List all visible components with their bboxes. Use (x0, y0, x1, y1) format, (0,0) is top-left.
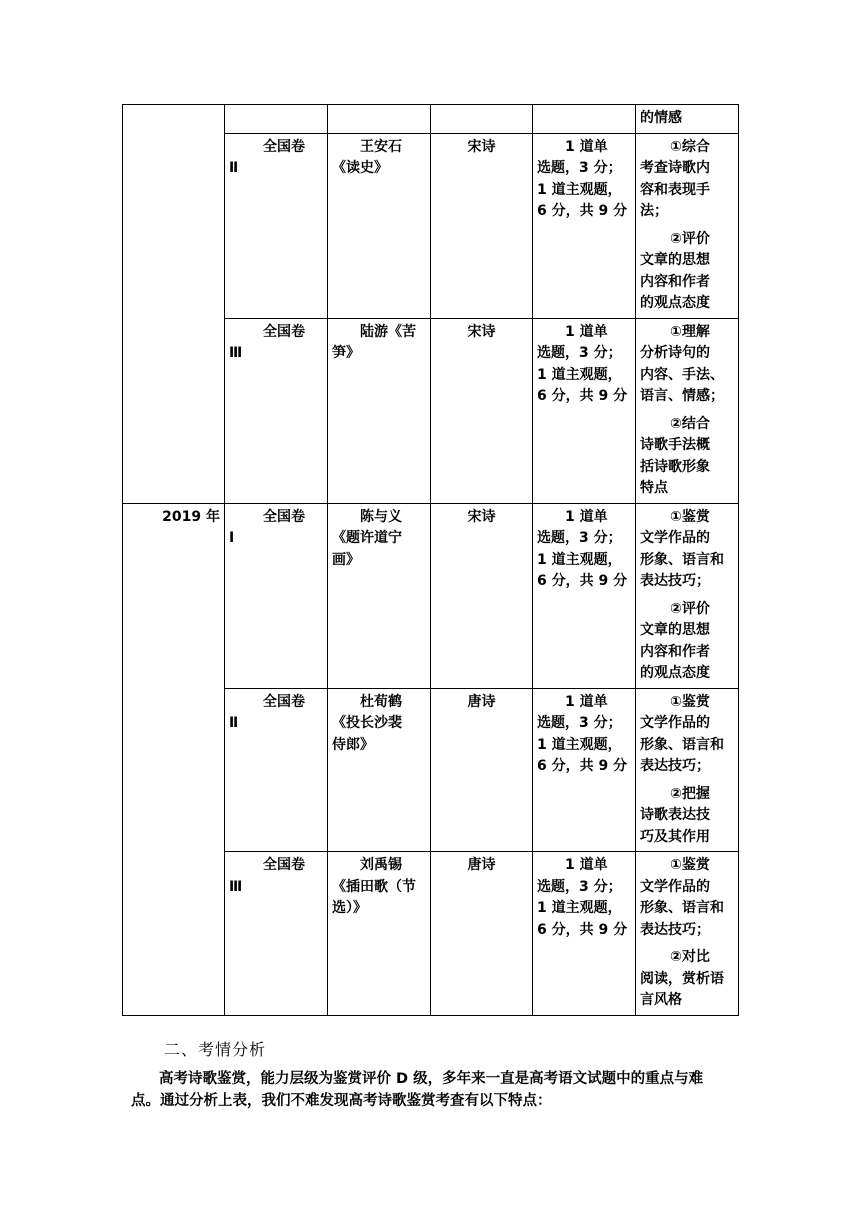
cell-line: 1 道单 (565, 138, 608, 155)
cell-line: 唐诗 (467, 693, 496, 710)
type-cell (533, 688, 636, 852)
cell-line: 刘禹锡 (360, 857, 402, 873)
paper-cell (225, 318, 328, 503)
cell-line: 全国卷 (263, 138, 305, 155)
paper-cell (225, 688, 328, 852)
cell-line: 言风格 (640, 992, 682, 1008)
focus-cell (636, 133, 739, 318)
cell-line: ②把握 (670, 785, 710, 802)
cell-line: 内容、手法、 (640, 366, 724, 383)
cell-line: 阅读，赏析语 (640, 970, 724, 987)
cell-line: Ⅰ (229, 530, 235, 546)
cell-line: 法； (640, 203, 668, 219)
cell-line: 文学作品的 (640, 530, 710, 546)
cell-line: 括诗歌形象 (640, 458, 710, 475)
focus-point (640, 507, 734, 593)
paper-cell (225, 852, 328, 1016)
table-row (123, 105, 739, 134)
genre-cell (431, 133, 533, 318)
focus-cell (636, 688, 739, 852)
cell-line: ①鉴赏 (670, 693, 710, 710)
cell-line: 1 道单 (565, 323, 608, 340)
year-cell (123, 105, 225, 504)
paragraph-text: 高考诗歌鉴赏，能力层级为鉴赏评价 D 级，多年来一直是高考语文试题中的重点与难点。通过分析上表，我们不难发现高考诗歌鉴赏考查有以下特点： (131, 1071, 704, 1109)
cell-line: 杜荀鹤 (360, 693, 402, 710)
work-cell (328, 688, 431, 852)
cell-line: 文章的思想 (640, 622, 710, 638)
cell-line: 全国卷 (263, 323, 305, 340)
cell-line: 表达技巧； (640, 758, 710, 774)
focus-cell (636, 852, 739, 1016)
cell-line: 1 道主观题， (537, 366, 622, 383)
cell-line: Ⅲ (229, 345, 243, 361)
cell-line: 1 道主观题， (537, 181, 622, 198)
type-cell (533, 318, 636, 503)
cell-line: 的观点态度 (640, 295, 710, 311)
cell-line: 诗歌手法概 (640, 437, 710, 453)
genre-cell (431, 688, 533, 852)
analysis-paragraph (131, 1068, 731, 1112)
genre-cell (431, 852, 533, 1016)
cell-line: 6 分，共 9 分 (537, 388, 628, 404)
cell-line: ①综合 (670, 138, 710, 155)
work-cell (328, 852, 431, 1016)
focus-point (640, 137, 734, 223)
year-cell (123, 503, 225, 1015)
cell-line: 《题许道宁 (332, 530, 402, 546)
cell-line: ①鉴赏 (670, 857, 710, 873)
cell-line: 画》 (332, 551, 360, 568)
cell-line: ①鉴赏 (670, 508, 710, 525)
cell-line: ②结合 (670, 415, 710, 432)
focus-cell (636, 503, 739, 688)
type-cell (533, 852, 636, 1016)
exam-table (122, 104, 739, 1016)
cell-line: ②评价 (670, 600, 710, 617)
cell-line: 形象、语言和 (640, 900, 724, 916)
work-cell (328, 133, 431, 318)
paper-cell (225, 503, 328, 688)
cell-line: 容和表现手 (640, 181, 710, 198)
cell-line: 文章的思想 (640, 252, 710, 268)
cell-line: 1 道主观题， (537, 551, 622, 568)
work-cell (328, 318, 431, 503)
cell-line: 陈与义 (360, 508, 402, 525)
cell-line: 《插田歌（节 (332, 878, 416, 895)
cell-line: 1 道单 (565, 508, 608, 525)
genre-cell (431, 503, 533, 688)
cell-line: 王安石 (360, 138, 402, 155)
focus-cell (636, 318, 739, 503)
cell-line: 选题，3 分； (537, 715, 622, 731)
paper-cell (225, 133, 328, 318)
cell-line: 诗歌表达技 (640, 807, 710, 823)
cell-line: Ⅲ (229, 878, 243, 895)
cell-line: 1 道主观题， (537, 736, 622, 753)
focus-point (640, 599, 734, 685)
cell-line: 文学作品的 (640, 878, 710, 895)
genre-cell (431, 105, 533, 134)
focus-point (640, 947, 734, 1012)
cell-line: 形象、语言和 (640, 736, 724, 753)
cell-line: 表达技巧； (640, 573, 710, 589)
paper-cell (225, 105, 328, 134)
cell-line: 选）》 (332, 900, 367, 916)
cell-line: 全国卷 (263, 857, 305, 873)
genre-cell (431, 318, 533, 503)
cell-line: 考查诗歌内 (640, 160, 710, 176)
cell-line: 内容和作者 (640, 643, 710, 660)
cell-line: 内容和作者 (640, 273, 710, 290)
cell-line: 唐诗 (467, 857, 496, 873)
cell-line: 表达技巧； (640, 921, 710, 938)
focus-point (640, 692, 734, 778)
cell-line: 1 道主观题， (537, 900, 622, 916)
cell-line: ②评价 (670, 230, 710, 247)
focus-point (640, 784, 734, 849)
cell-line: 侍郎》 (332, 736, 374, 753)
cell-line: 选题，3 分； (537, 345, 622, 361)
cell-line: 全国卷 (263, 508, 305, 525)
cell-line: 《投长沙裴 (332, 715, 402, 731)
cell-line: 选题，3 分； (537, 160, 622, 176)
cell-line: 2019 年 (162, 508, 220, 525)
cell-line: 的观点态度 (640, 665, 710, 681)
cell-line: 巧及其作用 (640, 828, 710, 845)
work-cell (328, 503, 431, 688)
focus-point (640, 229, 734, 315)
cell-line: Ⅱ (229, 160, 239, 176)
cell-line: Ⅱ (229, 715, 239, 731)
cell-line: 陆游《苦 (360, 323, 416, 340)
focus-text: 的情感 (640, 110, 682, 126)
section-title: 二、考情分析 (164, 1040, 267, 1059)
cell-line: 文学作品的 (640, 715, 710, 731)
cell-line: 1 道单 (565, 857, 608, 873)
focus-cell (636, 105, 739, 134)
cell-line: 宋诗 (467, 323, 496, 340)
cell-line: 形象、语言和 (640, 551, 724, 568)
cell-line: 全国卷 (263, 693, 305, 710)
cell-line: 6 分，共 9 分 (537, 203, 628, 219)
cell-line: 《读史》 (332, 160, 388, 176)
focus-point (640, 322, 734, 408)
cell-line: ①理解 (670, 323, 710, 340)
cell-line: ②对比 (670, 949, 710, 965)
cell-line: 分析诗句的 (640, 345, 710, 361)
cell-line: 语言、情感； (640, 388, 724, 404)
cell-line: 6 分，共 9 分 (537, 573, 628, 589)
type-cell (533, 133, 636, 318)
cell-line: 6 分，共 9 分 (537, 921, 628, 938)
cell-line: 6 分，共 9 分 (537, 758, 628, 774)
type-cell (533, 105, 636, 134)
cell-line: 笋》 (332, 345, 360, 361)
type-cell (533, 503, 636, 688)
cell-line: 选题，3 分； (537, 530, 622, 546)
cell-line: 特点 (640, 480, 668, 496)
cell-line: 选题，3 分； (537, 878, 622, 895)
cell-line: 1 道单 (565, 693, 608, 710)
focus-point (640, 855, 734, 941)
table-row (123, 503, 739, 688)
work-cell (328, 105, 431, 134)
focus-point (640, 414, 734, 500)
cell-line: 宋诗 (467, 138, 496, 155)
cell-line: 宋诗 (467, 508, 496, 525)
